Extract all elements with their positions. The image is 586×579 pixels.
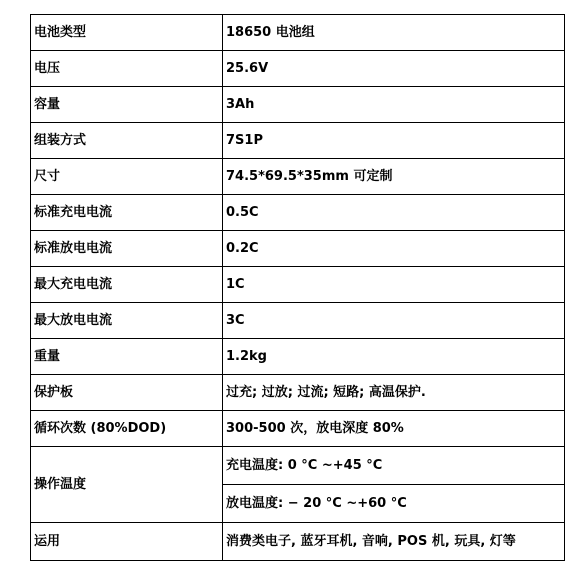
- table-row: [31, 159, 565, 195]
- table-row: [31, 523, 565, 561]
- usage-value: 消费类电子, 蓝牙耳机, 音响, POS 机, 玩具, 灯等: [223, 523, 565, 561]
- row-value: 1.2kg: [223, 339, 565, 375]
- row-value: 3C: [223, 303, 565, 339]
- row-label: 标准放电电流: [31, 231, 223, 267]
- row-value: 18650 电池组: [223, 15, 565, 51]
- table-row: [31, 267, 565, 303]
- row-value: 1C: [223, 267, 565, 303]
- row-label: 电池类型: [31, 15, 223, 51]
- row-label: 重量: [31, 339, 223, 375]
- row-label: 组装方式: [31, 123, 223, 159]
- spec-table: [30, 14, 565, 561]
- table-row: [31, 375, 565, 411]
- charge-temp-value: 充电温度: 0 °C ~+45 °C: [223, 447, 565, 485]
- row-value: 7S1P: [223, 123, 565, 159]
- row-value: 过充; 过放; 过流; 短路; 高温保护.: [223, 375, 565, 411]
- row-value: 300-500 次，放电深度 80%: [223, 411, 565, 447]
- row-label: 保护板: [31, 375, 223, 411]
- table-row: [31, 303, 565, 339]
- table-row: [31, 411, 565, 447]
- row-label: 最大放电电流: [31, 303, 223, 339]
- row-value: 25.6V: [223, 51, 565, 87]
- row-label: 电压: [31, 51, 223, 87]
- row-value: 3Ah: [223, 87, 565, 123]
- row-label: 标准充电电流: [31, 195, 223, 231]
- row-value: 0.2C: [223, 231, 565, 267]
- row-label: 容量: [31, 87, 223, 123]
- operating-temp-label: 操作温度: [31, 447, 223, 523]
- table-row: [31, 339, 565, 375]
- table-row: [31, 87, 565, 123]
- table-row: [31, 15, 565, 51]
- table-row: [31, 51, 565, 87]
- discharge-temp-value: 放电温度: − 20 °C ~+60 °C: [223, 485, 565, 523]
- table-row: [31, 123, 565, 159]
- table-row: [31, 231, 565, 267]
- row-label: 循环次数 (80%DOD): [31, 411, 223, 447]
- table-row: [31, 447, 565, 485]
- row-value: 74.5*69.5*35mm 可定制: [223, 159, 565, 195]
- usage-label: 运用: [31, 523, 223, 561]
- row-label: 尺寸: [31, 159, 223, 195]
- table-row: [31, 195, 565, 231]
- row-label: 最大充电电流: [31, 267, 223, 303]
- row-value: 0.5C: [223, 195, 565, 231]
